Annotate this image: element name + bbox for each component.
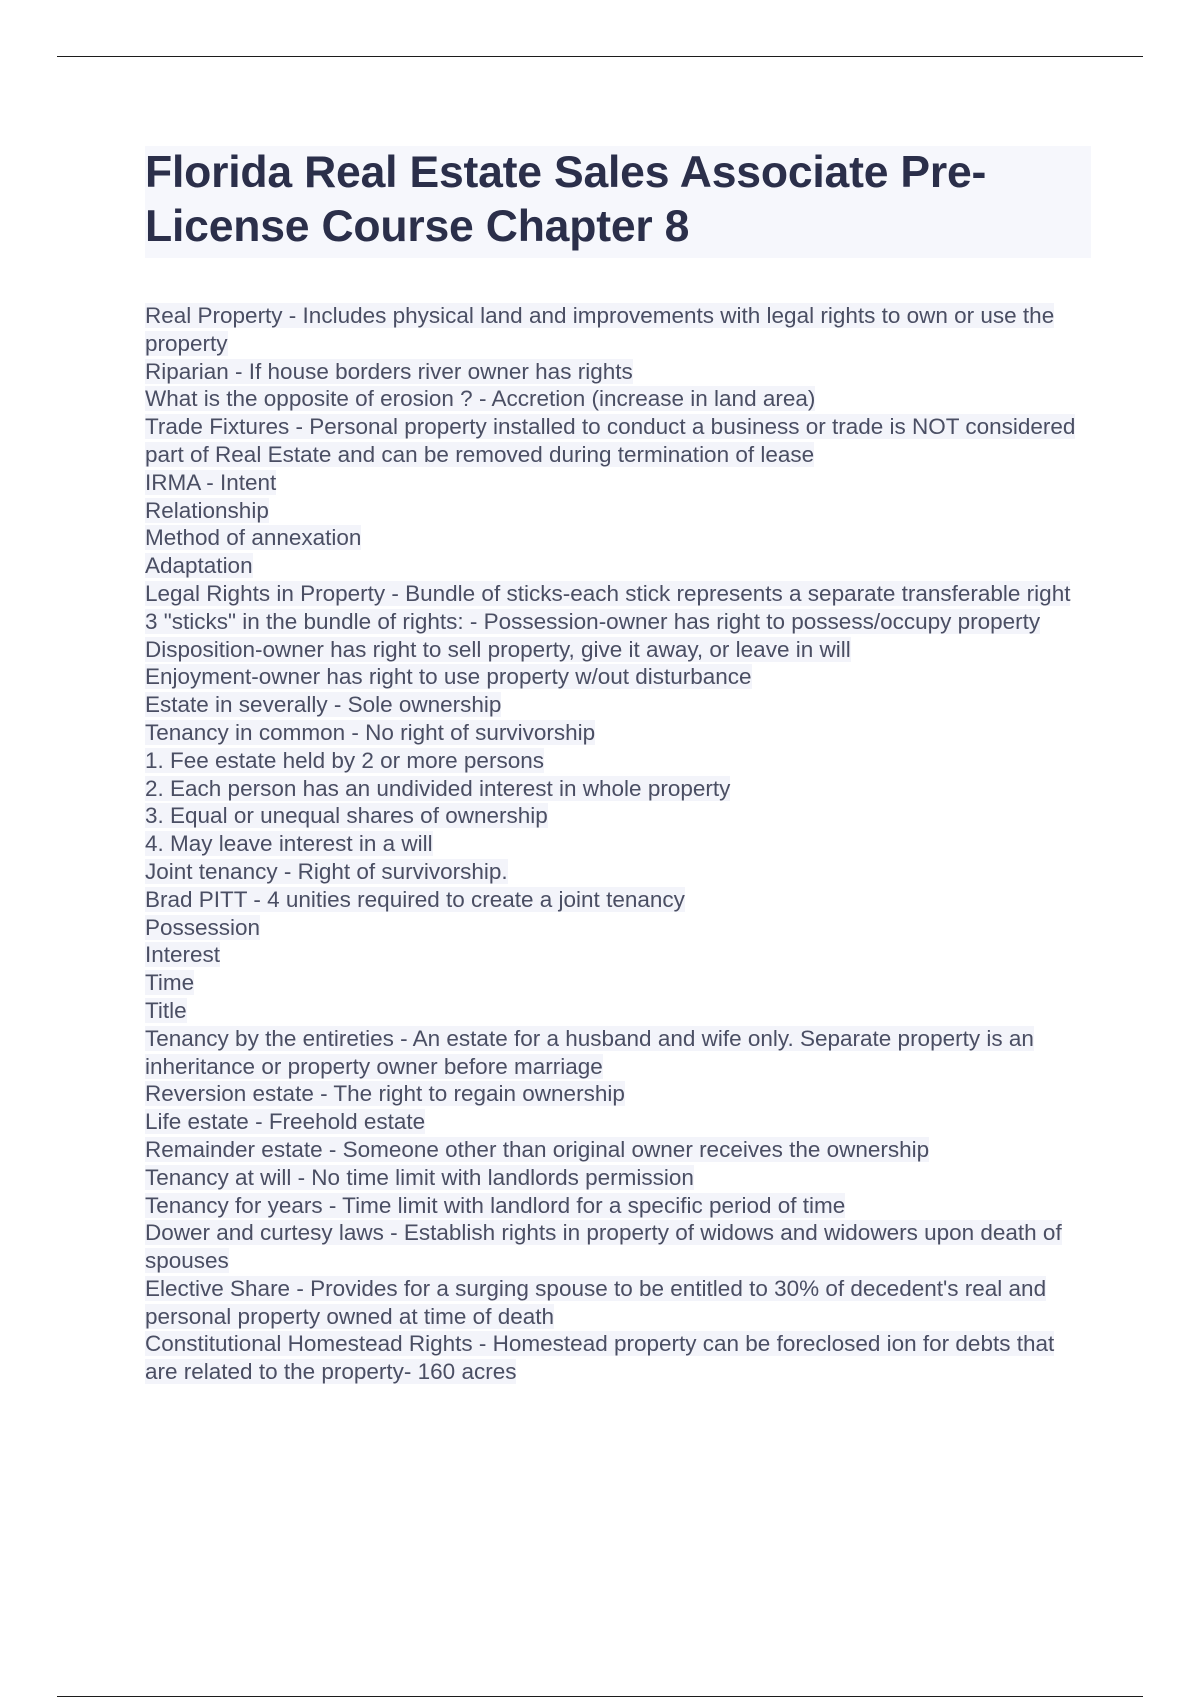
list-item: Brad PITT - 4 unities required to create a joint tenancy: [145, 886, 685, 912]
list-item: Time: [145, 970, 195, 996]
list-item: Dower and curtesy laws - Establish rights in property of widows and widowers upon death of spouses: [145, 1220, 1062, 1274]
list-item: Legal Rights in Property - Bundle of sticks-each stick represents a separate transferable right: [145, 580, 1071, 606]
list-item: Disposition-owner has right to sell property, give it away, or leave in will: [145, 636, 851, 662]
list-item: IRMA - Intent: [145, 469, 277, 495]
title-block: [145, 146, 1091, 258]
page-title: Florida Real Estate Sales Associate Pre-License Course Chapter 8: [145, 148, 987, 251]
list-item: Relationship: [145, 497, 269, 523]
list-item: Life estate - Freehold estate: [145, 1109, 426, 1135]
list-item: Constitutional Homestead Rights - Homestead property can be foreclosed ion for debts that are related to the property- 160 acres: [145, 1331, 1055, 1385]
list-item: 3. Equal or unequal shares of ownership: [145, 803, 548, 829]
list-item: Elective Share - Provides for a surging spouse to be entitled to 30% of decedent's real and personal property owned at time of death: [145, 1275, 1047, 1329]
list-item: 1. Fee estate held by 2 or more persons: [145, 747, 544, 773]
list-item: Tenancy in common - No right of survivorship: [145, 719, 596, 745]
list-item: Riparian - If house borders river owner has rights: [145, 358, 633, 384]
list-item: Reversion estate - The right to regain ownership: [145, 1081, 625, 1107]
list-item: Tenancy at will - No time limit with landlords permission: [145, 1164, 694, 1190]
list-item: Tenancy by the entireties - An estate for a husband and wife only. Separate property is an inheritance or property owner before marriage: [145, 1025, 1034, 1079]
list-item: 3 "sticks" in the bundle of rights: - Possession-owner has right to possess/occupy property: [145, 608, 1041, 634]
header-rule: [57, 56, 1143, 57]
list-item: Adaptation: [145, 553, 253, 579]
list-item: Interest: [145, 942, 221, 968]
list-item: Method of annexation: [145, 525, 362, 551]
list-item: Enjoyment-owner has right to use property w/out disturbance: [145, 664, 752, 690]
footer-rule: [57, 1696, 1143, 1697]
list-item: 2. Each person has an undivided interest in whole property: [145, 775, 731, 801]
list-item: Joint tenancy - Right of survivorship.: [145, 858, 508, 884]
list-item: What is the opposite of erosion ? - Accretion (increase in land area): [145, 386, 816, 412]
flashcard-list: [145, 302, 1091, 1386]
list-item: Possession: [145, 914, 261, 940]
list-item: Trade Fixtures - Personal property installed to conduct a business or trade is NOT considered part of Real Estate and can be removed during termination of lease: [145, 414, 1076, 467]
list-item: Remainder estate - Someone other than original owner receives the ownership: [145, 1136, 930, 1162]
list-item: Estate in severally - Sole ownership: [145, 692, 502, 718]
list-item: Tenancy for years - Time limit with landlord for a specific period of time: [145, 1192, 846, 1218]
list-item: Title: [145, 997, 187, 1023]
list-item: 4. May leave interest in a will: [145, 831, 433, 857]
list-item: Real Property - Includes physical land and improvements with legal rights to own or use the property: [145, 303, 1055, 356]
